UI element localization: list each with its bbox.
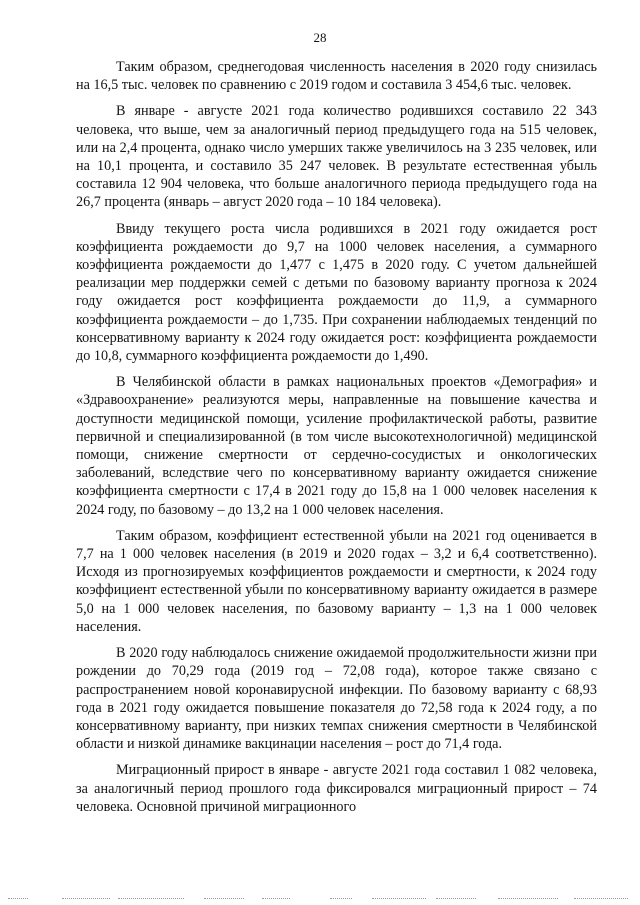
- scan-bottom-edge: [0, 898, 640, 901]
- paragraph-population: Таким образом, среднегодовая численность населения в 2020 году снизилась на 16,5 тыс. человек по сравнению с 2019 годом и составила 3 454,6 тыс. человек.: [76, 59, 597, 94]
- scan-dots: [574, 898, 628, 899]
- paragraph-fertility-forecast: Ввиду текущего роста числа родившихся в 2021 году ожидается рост коэффициента рождаемости до 9,7 на 1000 человек населения, а суммарного коэффициента рождаемости до 1,477 с 1,475 в 2020 году. С учетом дальнейшей реализации мер поддержки семей с детьми по базовому варианту прогноза к 2024 году ожидается рост коэффициента рождаемости до 11,9, а суммарного коэффициента рождаемости – до 1,735. При сохранении наблюдаемых тенденций по консервативному варианту к 2024 году ожидается рост: коэффициента рождаемости до 10,8, суммарного коэффициента рождаемости до 1,490.: [76, 220, 597, 365]
- scan-dots: [372, 898, 426, 899]
- scan-dots: [62, 898, 110, 899]
- scan-dots: [8, 898, 28, 899]
- paragraph-national-projects: В Челябинской области в рамках национальных проектов «Демография» и «Здравоохранение» реализуются меры, направленные на повышение качества и доступности медицинской помощи, усиление профилактической работы, развитие первичной и специализированной (в том числе высокотехнологичной) медицинской помощи, снижение смертности от сердечно-сосудистых и онкологических заболеваний, вследствие чего по консервативному варианту ожидается снижение коэффициента смертности с 17,4 в 2021 году до 15,8 на 1 000 человек населения к 2024 году, по базовому – до 13,2 на 1 000 человек населения.: [76, 374, 597, 518]
- page-number: 28: [313, 30, 327, 45]
- scan-dots: [118, 898, 184, 899]
- paragraph-life-expectancy: В 2020 году наблюдалось снижение ожидаемой продолжительности жизни при рождении до 70,29 года (2019 год – 72,08 года), которое также связано с распространением новой коронавирусной инфекции. По базовому варианту с 68,93 года в 2021 году ожидается повышение показателя до 72,58 года к 2024 году, а по консервативному варианту, при низких темпах снижения смертности в Челябинской области и низкой динамике вакцинации населения – рост до 71,4 года.: [76, 645, 597, 753]
- scan-dots: [204, 898, 244, 899]
- scan-dots: [262, 898, 290, 899]
- scan-dots: [436, 898, 476, 899]
- scan-dots: [330, 898, 352, 899]
- scan-dots: [498, 898, 558, 899]
- paragraph-natural-decline: Таким образом, коэффициент естественной убыли на 2021 год оценивается в 7,7 на 1 000 человек населения (в 2019 и 2020 годах – 3,2 и 6,4 соответственно). Исходя из прогнозируемых коэффициентов рождаемости и смертности, к 2024 году коэффициент естественной убыли по консервативному варианту ожидается в размере 5,0 на 1 000 человек населения, по базовому варианту – 1,3 на 1 000 человек населения.: [76, 527, 597, 635]
- document-body: [76, 58, 597, 824]
- paragraph-births-deaths: В январе - августе 2021 года количество родившихся составило 22 343 человека, что выше, чем за аналогичный период предыдущего года на 515 человек, или на 2,4 процента, однако число умерших также увеличилось на 3 235 человек, или на 10,1 процента, и составило 35 247 человек. В результате естественная убыль составила 12 904 человека, что больше аналогичного периода предыдущего года на 26,7 процента (январь – август 2020 года – 10 184 человека).: [76, 103, 597, 211]
- paragraph-migration: Миграционный прирост в январе - августе 2021 года составил 1 082 человека, за аналогичный период прошлого года фиксировался миграционный прирост – 74 человека. Основной причиной миграционного: [76, 762, 597, 815]
